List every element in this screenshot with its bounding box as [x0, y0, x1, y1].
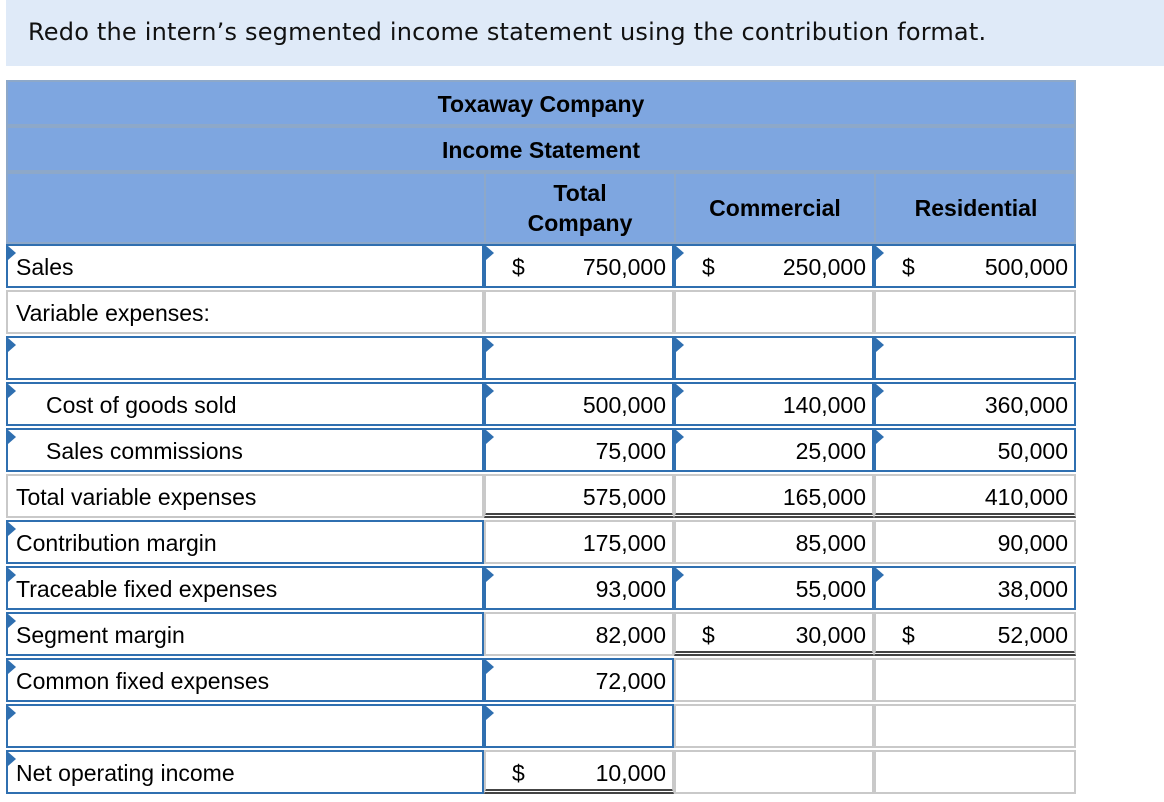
input-marker-icon — [8, 660, 16, 674]
row-label — [6, 474, 484, 518]
input-marker-icon — [8, 338, 16, 352]
input-marker-icon — [8, 522, 16, 536]
cell-residential[interactable] — [874, 382, 1076, 426]
cell-total[interactable] — [484, 566, 674, 610]
cell-commercial — [674, 658, 874, 702]
row-net-operating-income — [6, 750, 1076, 796]
cell-value: 500,000 — [984, 254, 1068, 280]
cell-residential — [874, 520, 1076, 564]
row-contribution-margin — [6, 520, 1076, 566]
cell-value: 90,000 — [997, 530, 1068, 556]
cell-commercial — [674, 704, 874, 748]
cell-total — [484, 612, 674, 656]
cell-commercial — [674, 750, 874, 794]
input-marker-icon — [486, 568, 494, 582]
input-marker-icon — [8, 752, 16, 766]
cell-commercial — [674, 612, 874, 656]
cell-total[interactable] — [484, 244, 674, 288]
cell-text: Traceable fixed expenses — [16, 576, 278, 602]
dollar-sign: $ — [512, 254, 525, 280]
cell-text: Net operating income — [16, 760, 235, 786]
row-label-input[interactable] — [6, 336, 484, 380]
input-marker-icon — [876, 384, 884, 398]
input-marker-icon — [8, 384, 16, 398]
cell-text: Common fixed expenses — [16, 668, 270, 694]
cell-value: 175,000 — [582, 530, 666, 556]
cell-residential — [874, 704, 1076, 748]
row-cost-of-goods-sold — [6, 382, 1076, 428]
cell-value: 360,000 — [984, 392, 1068, 418]
row-label-input[interactable] — [6, 566, 484, 610]
row-blank-input-2 — [6, 704, 1076, 750]
cell-residential[interactable] — [874, 566, 1076, 610]
cell-commercial — [674, 520, 874, 564]
cell-value: 55,000 — [795, 576, 866, 602]
cell-value: 85,000 — [795, 530, 866, 556]
cell-total — [484, 750, 674, 794]
cell-commercial — [674, 474, 874, 518]
cell-text: Sales commissions — [46, 438, 243, 464]
cell-value: 52,000 — [997, 622, 1068, 648]
input-marker-icon — [486, 430, 494, 444]
cell-value: 10,000 — [595, 760, 666, 786]
input-marker-icon — [486, 384, 494, 398]
statement-title: Income Statement — [6, 126, 1076, 172]
row-label-input[interactable] — [6, 704, 484, 748]
input-marker-icon — [8, 568, 16, 582]
cell-commercial[interactable] — [674, 244, 874, 288]
cell-commercial — [674, 290, 874, 334]
cell-text: Cost of goods sold — [46, 392, 237, 418]
cell-value: 50,000 — [997, 438, 1068, 464]
row-blank-input — [6, 336, 1076, 382]
cell-value: 575,000 — [582, 484, 666, 510]
cell-value: 72,000 — [595, 668, 666, 694]
row-label-input[interactable] — [6, 244, 484, 288]
input-marker-icon — [8, 614, 16, 628]
cell-residential — [874, 474, 1076, 518]
cell-text: Contribution margin — [16, 530, 217, 556]
cell-text: Sales — [16, 254, 74, 280]
input-marker-icon — [8, 430, 16, 444]
cell-total-input[interactable] — [484, 704, 674, 748]
dollar-sign: $ — [702, 622, 715, 648]
cell-value: 38,000 — [997, 576, 1068, 602]
cell-value: 500,000 — [582, 392, 666, 418]
cell-value: 82,000 — [595, 622, 666, 648]
dollar-sign: $ — [702, 254, 715, 280]
input-marker-icon — [8, 246, 16, 260]
cell-text: Segment margin — [16, 622, 185, 648]
input-marker-icon — [676, 246, 684, 260]
row-variable-expenses — [6, 290, 1076, 336]
cell-total — [484, 290, 674, 334]
input-marker-icon — [8, 706, 16, 720]
cell-total[interactable] — [484, 382, 674, 426]
row-label-input[interactable] — [6, 612, 484, 656]
cell-value: 75,000 — [595, 438, 666, 464]
col-header-total: Total Company — [484, 174, 674, 242]
dollar-sign: $ — [902, 622, 915, 648]
question-text: Redo the intern’s segmented income statement using the contribution format. — [28, 18, 987, 46]
col-header-commercial: Commercial — [674, 174, 874, 242]
cell-commercial[interactable] — [674, 566, 874, 610]
cell-total — [484, 474, 674, 518]
cell-total — [484, 520, 674, 564]
input-marker-icon — [486, 660, 494, 674]
input-marker-icon — [876, 430, 884, 444]
cell-total-input[interactable] — [484, 336, 674, 380]
row-label-input[interactable] — [6, 658, 484, 702]
row-sales — [6, 244, 1076, 290]
input-marker-icon — [486, 246, 494, 260]
row-segment-margin — [6, 612, 1076, 658]
cell-value: 750,000 — [582, 254, 666, 280]
dollar-sign: $ — [902, 254, 915, 280]
input-marker-icon — [676, 338, 684, 352]
input-marker-icon — [676, 430, 684, 444]
cell-residential[interactable] — [874, 428, 1076, 472]
cell-residential — [874, 658, 1076, 702]
cell-value: 25,000 — [795, 438, 866, 464]
cell-commercial[interactable] — [674, 428, 874, 472]
income-statement-table — [6, 80, 1076, 796]
cell-total[interactable] — [484, 658, 674, 702]
row-traceable-fixed-expenses — [6, 566, 1076, 612]
input-marker-icon — [676, 568, 684, 582]
cell-total[interactable] — [484, 428, 674, 472]
dollar-sign: $ — [512, 760, 525, 786]
input-marker-icon — [486, 706, 494, 720]
input-marker-icon — [486, 338, 494, 352]
input-marker-icon — [876, 246, 884, 260]
cell-residential[interactable] — [874, 244, 1076, 288]
cell-commercial[interactable] — [674, 382, 874, 426]
cell-value: 410,000 — [984, 484, 1068, 510]
row-sales-commissions — [6, 428, 1076, 474]
cell-commercial-input[interactable] — [674, 336, 874, 380]
row-label-input[interactable] — [6, 428, 484, 472]
input-marker-icon — [876, 338, 884, 352]
cell-value: 30,000 — [795, 622, 866, 648]
row-label-input[interactable] — [6, 520, 484, 564]
cell-value: 140,000 — [782, 392, 866, 418]
question-prompt — [6, 0, 1164, 66]
cell-text: Total variable expenses — [16, 484, 257, 510]
input-marker-icon — [676, 384, 684, 398]
row-common-fixed-expenses — [6, 658, 1076, 704]
cell-value: 93,000 — [595, 576, 666, 602]
row-label-input[interactable] — [6, 382, 484, 426]
cell-residential — [874, 290, 1076, 334]
cell-value: 165,000 — [782, 484, 866, 510]
row-label-input[interactable] — [6, 750, 484, 794]
cell-text: Variable expenses: — [16, 300, 210, 326]
input-marker-icon — [876, 568, 884, 582]
cell-residential — [874, 612, 1076, 656]
cell-value: 250,000 — [782, 254, 866, 280]
row-label — [6, 290, 484, 334]
company-title: Toxaway Company — [6, 80, 1076, 126]
row-total-variable-expenses — [6, 474, 1076, 520]
cell-residential-input[interactable] — [874, 336, 1076, 380]
column-header-row — [6, 172, 1076, 244]
col-header-residential: Residential — [874, 174, 1076, 242]
cell-residential — [874, 750, 1076, 794]
